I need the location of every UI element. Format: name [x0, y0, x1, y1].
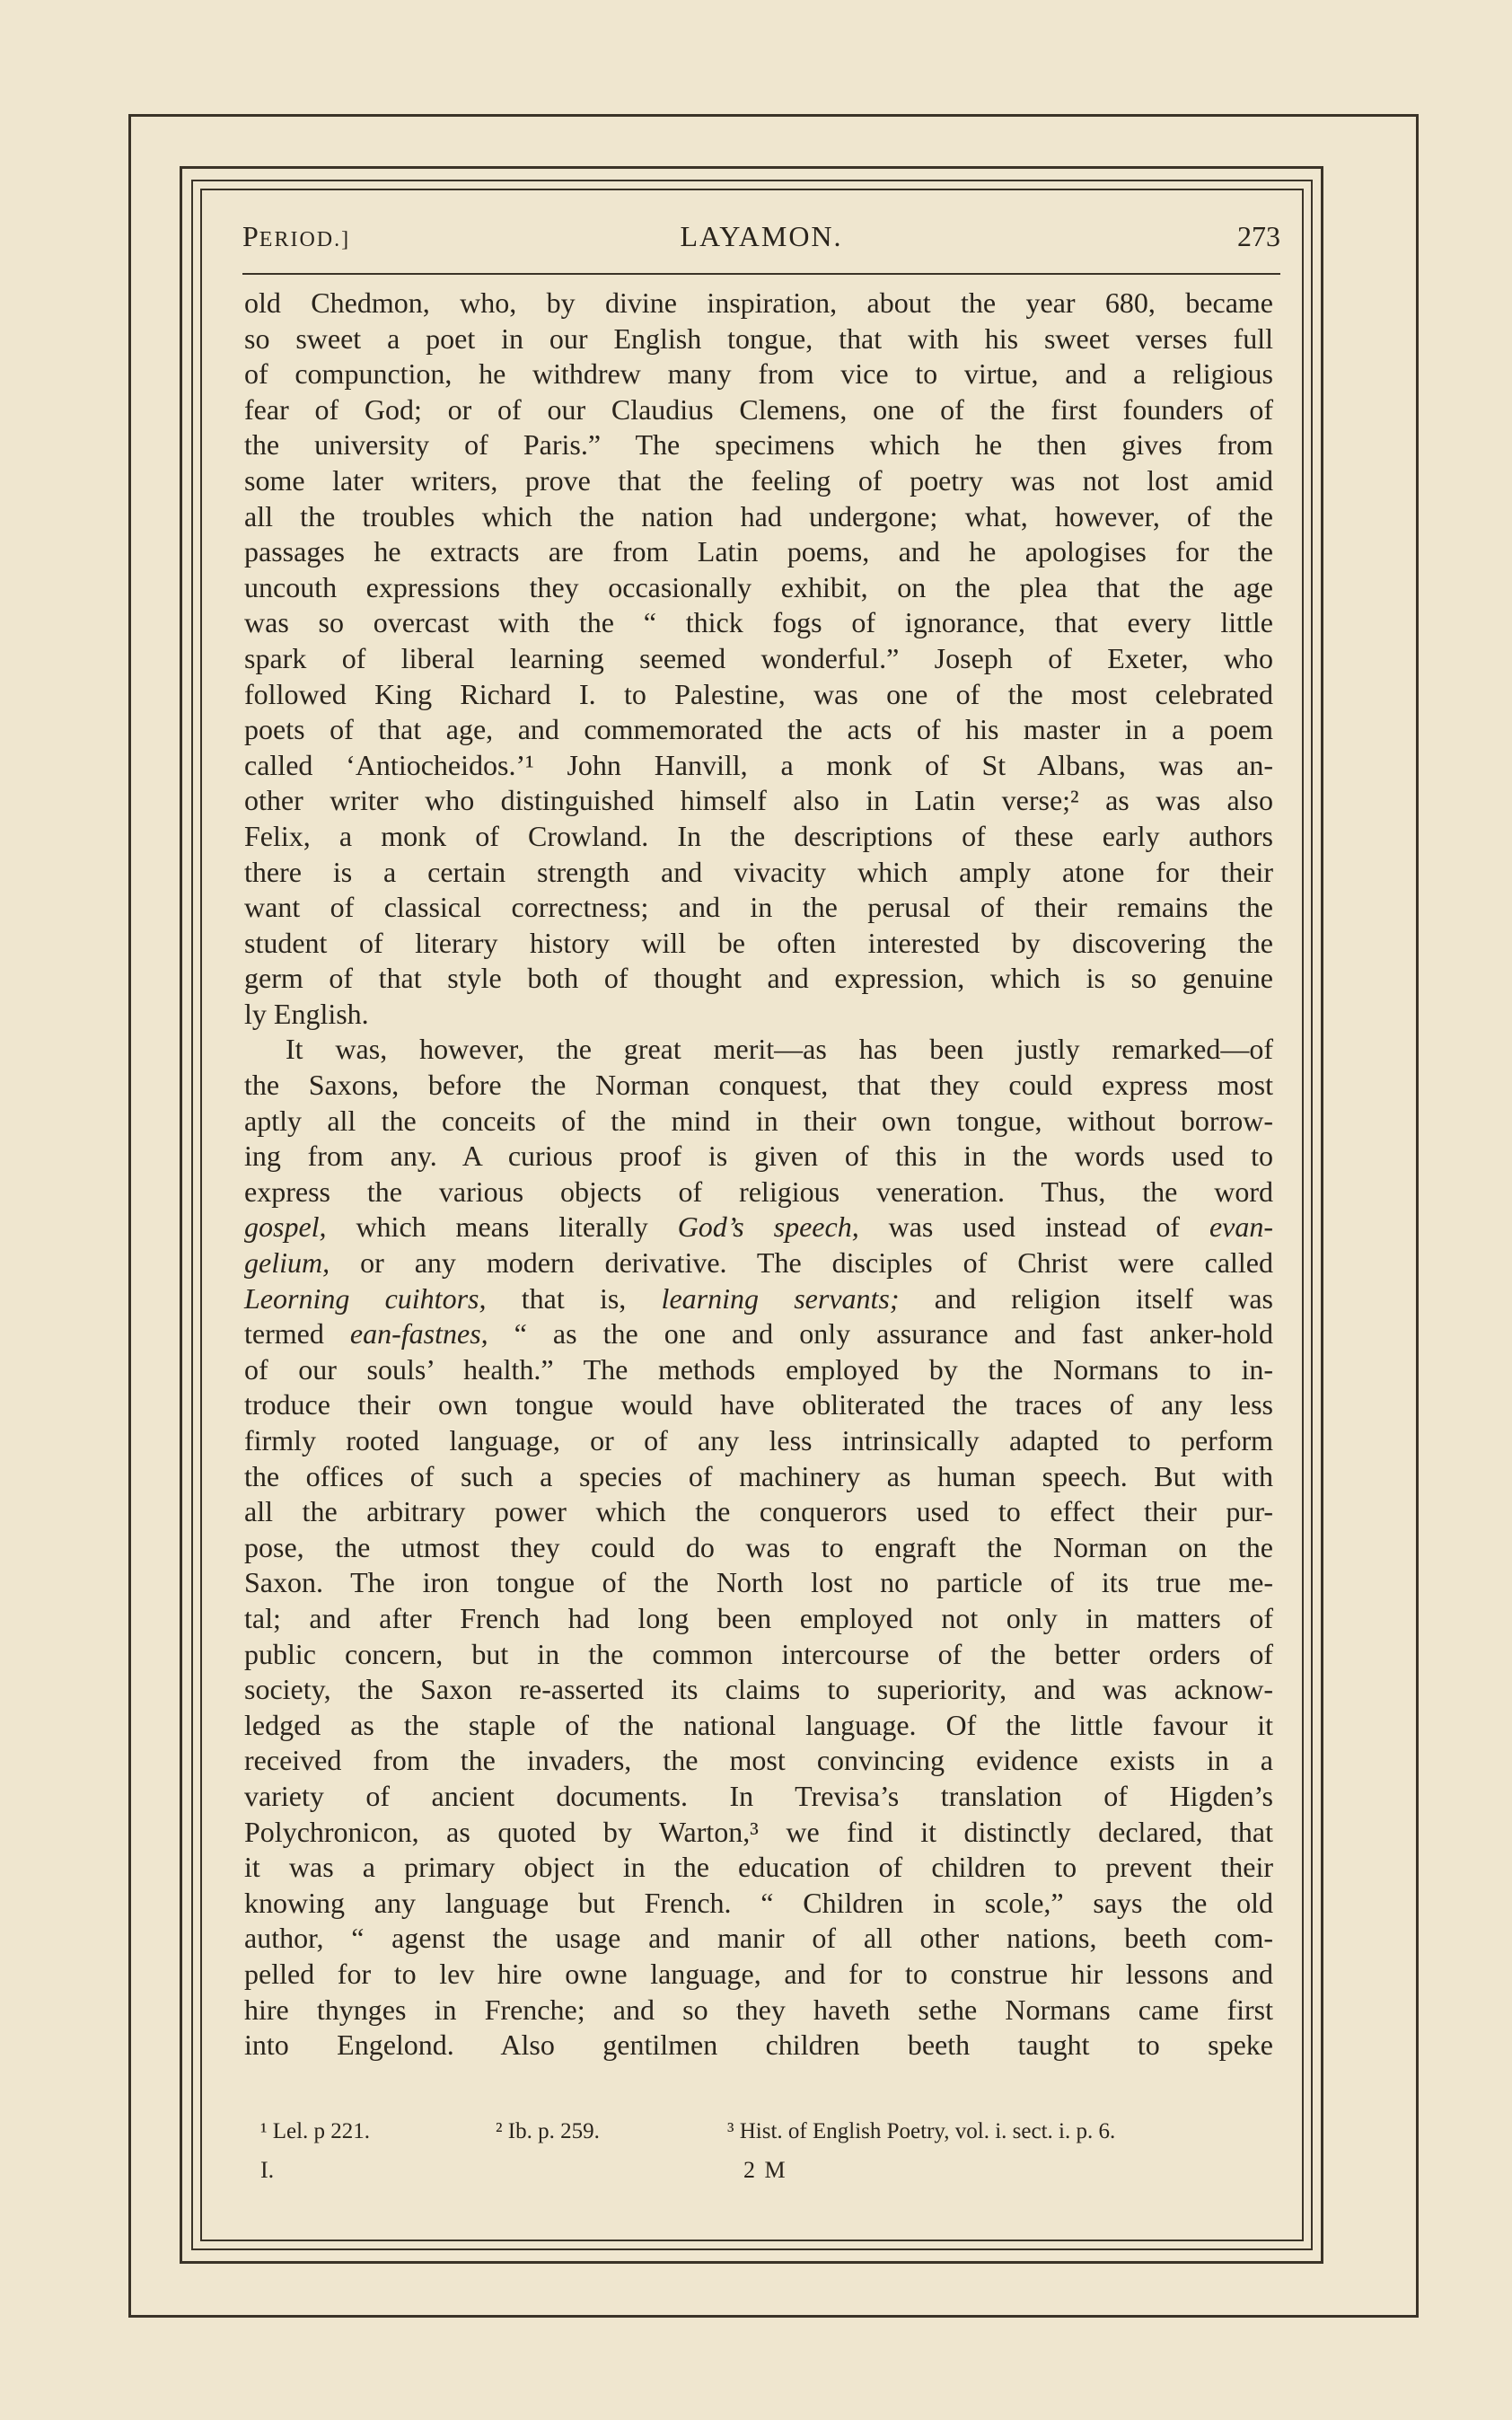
text-line: received from the invaders, the most convincing evidence exists in a	[244, 1744, 1273, 1777]
text-line: germ of that style both of thought and expression, which is so genuine	[244, 962, 1273, 995]
text-line: there is a certain strength and vivacity which amply atone for their	[244, 855, 1273, 888]
running-header	[242, 220, 1280, 256]
footnote-1: ¹ Lel. p 221.	[260, 2119, 371, 2143]
text-line: knowing any language but French. “ Children in scole,” says the old	[244, 1886, 1273, 1919]
text-line: tal; and after French had long been employed not only in matters of	[244, 1601, 1273, 1634]
text-line: ing from any. A curious proof is given of this in the words used to	[244, 1140, 1273, 1173]
signature-mark: I.	[260, 2157, 275, 2183]
text-line: into Engelond. Also gentilmen children beeth taught to speke	[244, 2028, 1273, 2062]
text-line: the offices of such a species of machinery as human speech. But with	[244, 1459, 1273, 1492]
footnote-2: ² Ib. p. 259.	[496, 2119, 600, 2143]
footnotes	[260, 2119, 1275, 2191]
text-line: society, the Saxon re-asserted its claims to superiority, and was acknow-	[244, 1673, 1273, 1706]
text-line: the Saxons, before the Norman conquest, that they could express most	[244, 1069, 1273, 1102]
header-title: LAYAMON.	[680, 220, 843, 252]
text-line: public concern, but in the common intercourse of the better orders of	[244, 1637, 1273, 1670]
text-line: ledged as the staple of the national language. Of the little favour it	[244, 1708, 1273, 1741]
text-line: uncouth expressions they occasionally exhibit, on the plea that the age	[244, 570, 1273, 603]
text-line: fear of God; or of our Claudius Clemens, one of the first founders of	[244, 392, 1273, 426]
text-line: student of literary history will be often interested by discovering the	[244, 926, 1273, 959]
text-line: of compunction, he withdrew many from vice to virtue, and a religious	[244, 357, 1273, 391]
text-line: the university of Paris.” The specimens which he then gives from	[244, 428, 1273, 462]
text-line: poets of that age, and commemorated the acts of his master in a poem	[244, 713, 1273, 746]
page-number: 273	[1237, 220, 1280, 252]
text-line: aptly all the conceits of the mind in their own tongue, without borrow-	[244, 1104, 1273, 1137]
text-line: author, “ agenst the usage and manir of all other nations, beeth com-	[244, 1922, 1273, 1955]
text-line: Felix, a monk of Crowland. In the descriptions of these early authors	[244, 819, 1273, 852]
text-line: Saxon. The iron tongue of the North lost no particle of its true me-	[244, 1566, 1273, 1599]
text-line: passages he extracts are from Latin poems, and he apologises for the	[244, 535, 1273, 568]
text-line: gospel, which means literally God’s speech, was used instead of evan-	[244, 1210, 1274, 1244]
text-line: It was, however, the great merit—as has been justly remarked—of	[286, 1033, 1273, 1066]
page-body	[244, 286, 1273, 2064]
text-line: so sweet a poet in our English tongue, that with his sweet verses full	[244, 321, 1273, 355]
text-line: some later writers, prove that the feeling of poetry was not lost amid	[244, 463, 1273, 497]
text-line: Polychronicon, as quoted by Warton,³ we find it distinctly declared, that	[244, 1815, 1273, 1848]
text-line: was so overcast with the “ thick fogs of ignorance, that every little	[244, 606, 1273, 639]
text-line: ly English.	[244, 997, 369, 1030]
text-line: firmly rooted language, or of any less intrinsically adapted to perform	[244, 1424, 1273, 1456]
text-line: old Chedmon, who, by divine inspiration, about the year 680, became	[244, 286, 1273, 319]
text-line: called ‘Antiocheidos.’¹ John Hanvill, a monk of St Albans, was an-	[244, 748, 1273, 781]
text-line: it was a primary object in the education of children to prevent their	[244, 1851, 1273, 1884]
header-period: PERIOD.]	[242, 220, 351, 252]
text-line: gelium, or any modern derivative. The disciples of Christ were called	[244, 1246, 1273, 1280]
header-rule	[242, 273, 1280, 275]
footnote-3: ³ Hist. of English Poetry, vol. i. sect. i. p. 6.	[727, 2119, 1116, 2143]
text-line: followed King Richard I. to Palestine, was one of the most celebrated	[244, 677, 1273, 710]
text-line: of our souls’ health.” The methods employed by the Normans to in-	[244, 1352, 1273, 1386]
text-line: Leorning cuihtors, that is, learning servants; and religion itself was	[244, 1281, 1274, 1315]
text-line: all the troubles which the nation had undergone; what, however, of the	[244, 499, 1273, 532]
text-line: spark of liberal learning seemed wonderful.” Joseph of Exeter, who	[244, 641, 1273, 674]
text-line: pose, the utmost they could do was to engraft the Norman on the	[244, 1530, 1273, 1563]
text-line: troduce their own tongue would have obliterated the traces of any less	[244, 1388, 1273, 1421]
text-line: express the various objects of religious veneration. Thus, the word	[244, 1175, 1273, 1208]
text-line: hire thynges in Frenche; and so they haveth sethe Normans came first	[244, 1993, 1273, 2026]
text-line: variety of ancient documents. In Trevisa’s translation of Higden’s	[244, 1779, 1273, 1812]
text-line: pelled for to lev hire owne language, and for to construe hir lessons and	[244, 1957, 1273, 1990]
quire-mark: 2 M	[743, 2157, 787, 2183]
text-line: all the arbitrary power which the conquerors used to effect their pur-	[244, 1495, 1273, 1528]
text-line: want of classical correctness; and in the perusal of their remains the	[244, 891, 1273, 924]
text-line: other writer who distinguished himself also in Latin verse;² as was also	[244, 784, 1273, 817]
text-line: termed ean-fastnes, “ as the one and only assurance and fast anker-hold	[244, 1317, 1274, 1351]
